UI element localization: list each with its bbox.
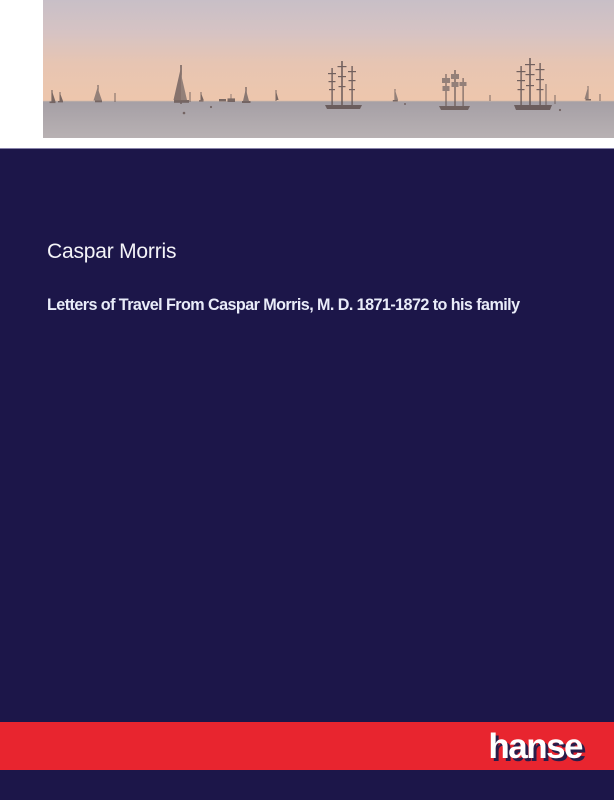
cover-photo (43, 0, 614, 138)
book-title: Letters of Travel From Caspar Morris, M. D. 1871-1872 to his family (47, 295, 520, 314)
publisher-band (0, 722, 614, 770)
sailing-ships-photo-graphic (43, 0, 614, 138)
publisher-logo-text: hanse (488, 726, 582, 766)
author-name: Caspar Morris (47, 240, 177, 263)
